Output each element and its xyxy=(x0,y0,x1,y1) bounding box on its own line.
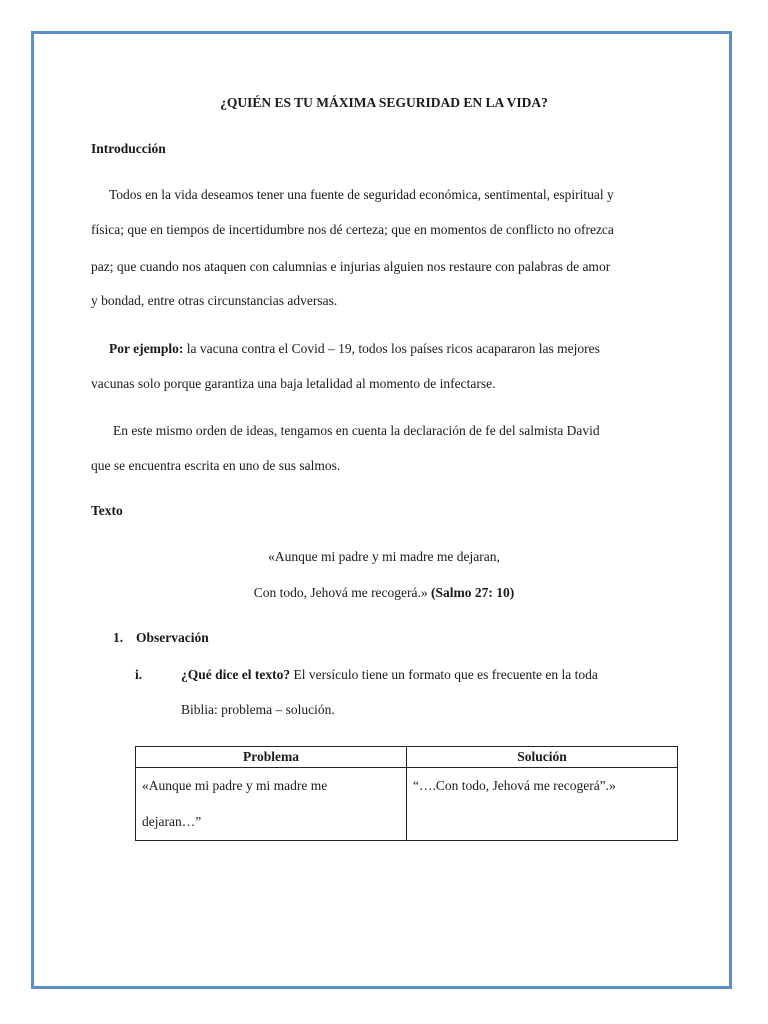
observacion-number: 1. xyxy=(113,630,124,645)
intro-p1-line3: paz; que cuando nos ataquen con calumnias e injurias alguien nos restaure con palabras de amor xyxy=(91,259,611,274)
intro-p2-line2: vacunas solo porque garantiza una baja letalidad al momento de infectarse. xyxy=(91,376,496,391)
verse-line1: «Aunque mi padre y mi madre me dejaran, xyxy=(268,549,500,564)
intro-p1-line4: y bondad, entre otras circunstancias adversas. xyxy=(91,293,338,308)
problem-solution-table xyxy=(135,746,678,841)
problem-line1: «Aunque mi padre y mi madre me xyxy=(142,778,328,793)
verse-reference: (Salmo 27: 10) xyxy=(431,585,515,600)
intro-p3-line2: que se encuentra escrita en uno de sus salmos. xyxy=(91,458,341,473)
example-text: la vacuna contra el Covid – 19, todos los países ricos acapararon las mejores xyxy=(183,341,600,356)
intro-p2-line1 xyxy=(109,341,600,357)
intro-p3-line1: En este mismo orden de ideas, tengamos en cuenta la declaración de fe del salmista David xyxy=(113,423,600,438)
item-question: ¿Qué dice el texto? xyxy=(181,667,291,682)
table-row xyxy=(136,768,678,841)
table-header-row xyxy=(136,747,678,768)
page-title: ¿QUIÉN ES TU MÁXIMA SEGURIDAD EN LA VIDA? xyxy=(220,95,548,110)
item-line2: Biblia: problema – solución. xyxy=(181,702,335,717)
observacion-heading: Observación xyxy=(136,630,209,645)
verse-text: Con todo, Jehová me recogerá.» xyxy=(253,585,428,600)
problem-cell xyxy=(136,768,407,841)
example-label: Por ejemplo: xyxy=(109,341,184,356)
intro-p1-line1: Todos en la vida deseamos tener una fuente de seguridad económica, sentimental, espiritual y xyxy=(109,187,614,202)
item-numeral: i. xyxy=(135,667,143,682)
texto-heading: Texto xyxy=(91,503,123,518)
verse-line2 xyxy=(0,585,768,601)
intro-p1-line2: física; que en tiempos de incertidumbre nos dé certeza; que en momentos de conflicto no ofrezca xyxy=(91,222,614,237)
item-text: El versículo tiene un formato que es frecuente en la toda xyxy=(290,667,598,682)
table-header-solution: Solución xyxy=(407,747,678,768)
intro-heading: Introducción xyxy=(91,141,166,156)
page-border xyxy=(31,31,732,989)
solution-cell: “….Con todo, Jehová me recogerá”.» xyxy=(407,768,678,841)
problem-line2: dejaran…” xyxy=(142,814,202,829)
table-header-problem: Problema xyxy=(136,747,407,768)
item-line1 xyxy=(181,667,598,683)
